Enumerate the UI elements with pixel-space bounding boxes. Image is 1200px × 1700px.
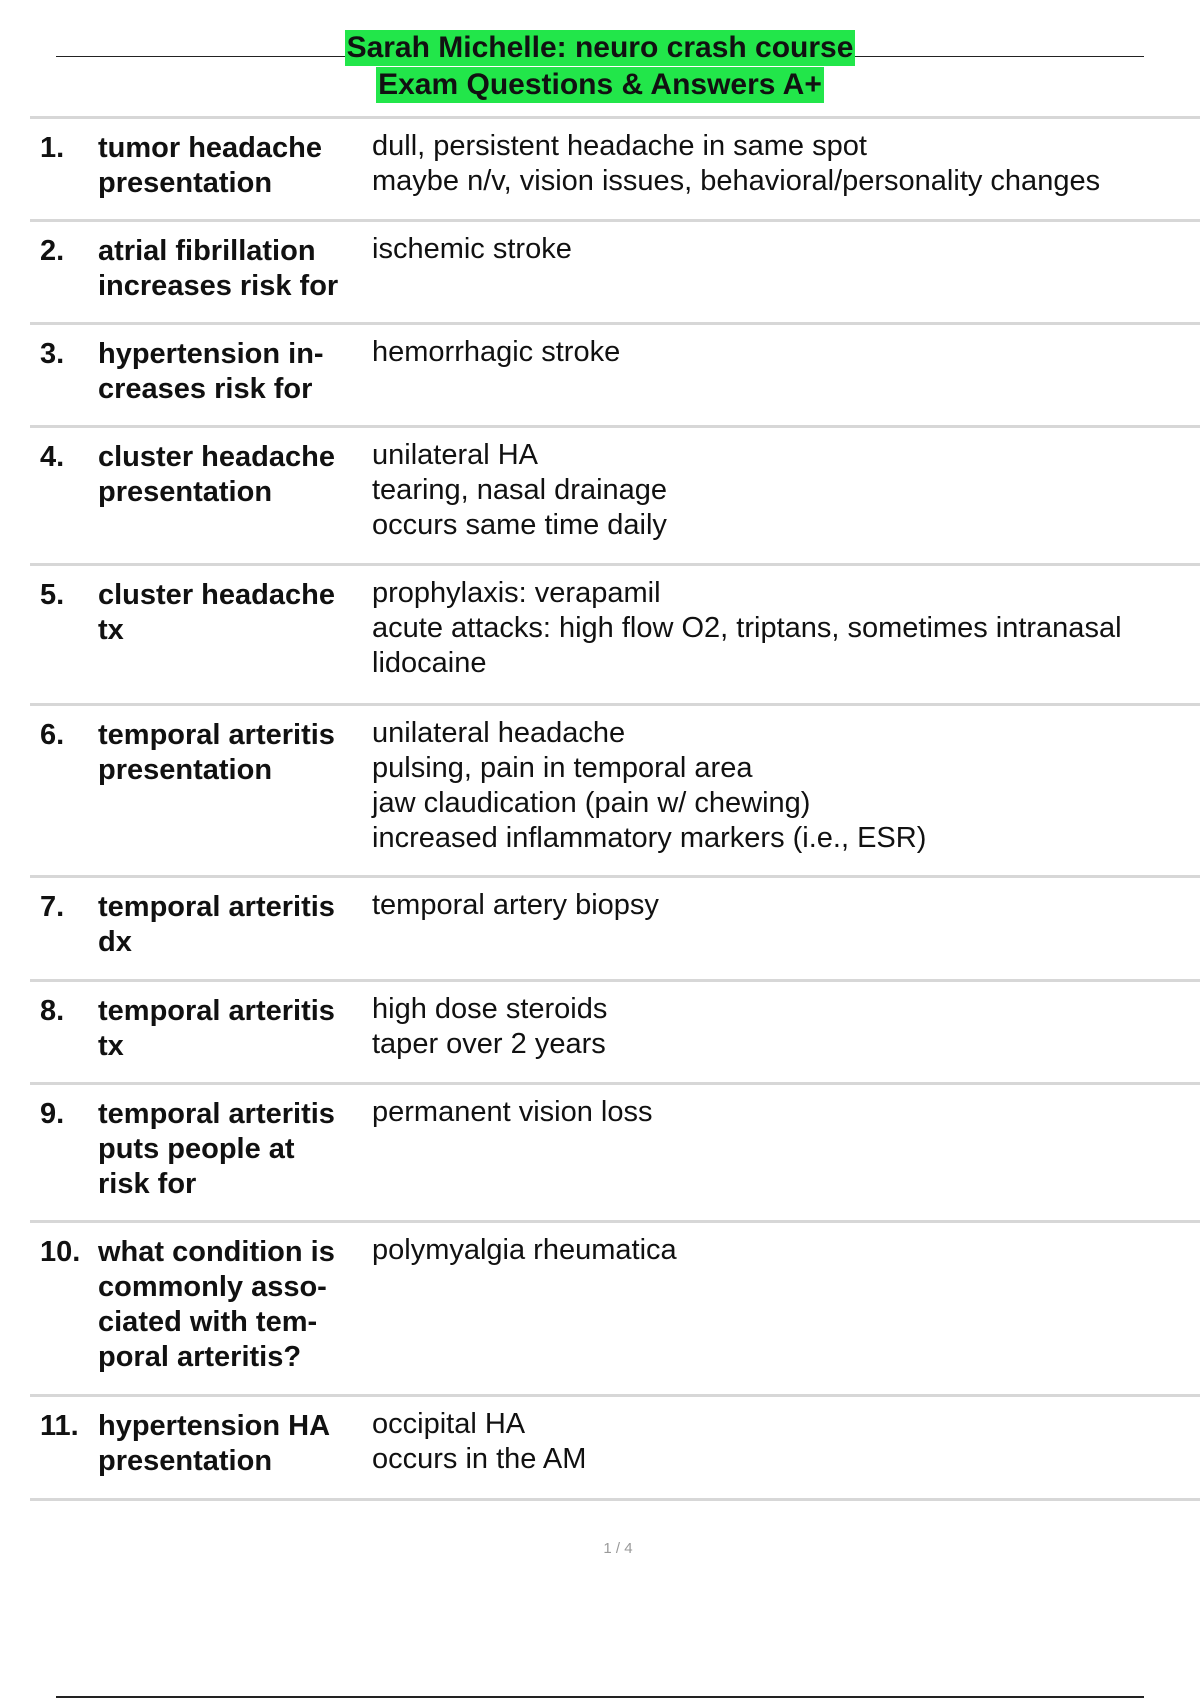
title-line-1: Sarah Michelle: neuro crash course [346, 31, 854, 64]
qa-row [30, 563, 1200, 703]
qa-row [30, 979, 1200, 1082]
qa-number: 2. [40, 235, 65, 267]
qa-row [30, 322, 1200, 425]
qa-question: temporal arteritis puts people at risk for [98, 1098, 335, 1200]
qa-question: hypertension HA presentation [98, 1410, 331, 1477]
qa-answer: temporal artery biopsy [372, 889, 659, 921]
qa-answer: occipital HA occurs in the AM [372, 1408, 587, 1475]
qa-question: temporal arteritis presentation [98, 719, 335, 786]
title-block [0, 30, 1200, 104]
title-line-2: Exam Questions & Answers A+ [378, 68, 822, 101]
qa-question: tumor headache presentation [98, 132, 322, 199]
qa-number: 5. [40, 579, 65, 611]
qa-number: 9. [40, 1098, 65, 1130]
qa-answer: high dose steroids taper over 2 years [372, 993, 608, 1060]
qa-answer: permanent vision loss [372, 1096, 653, 1128]
qa-row [30, 219, 1200, 322]
qa-question: temporal arteritis dx [98, 891, 335, 958]
qa-row [30, 425, 1200, 563]
qa-row [30, 116, 1200, 219]
qa-answer: hemorrhagic stroke [372, 336, 621, 368]
qa-question: cluster headache presentation [98, 441, 335, 508]
qa-row [30, 1394, 1200, 1501]
qa-answer: prophylaxis: verapamil acute attacks: high flow O2, triptans, sometimes intranasal lidocaine [372, 577, 1122, 679]
qa-row [30, 1220, 1200, 1394]
qa-number: 8. [40, 995, 65, 1027]
qa-question: hypertension in- creases risk for [98, 338, 324, 405]
qa-answer: polymyalgia rheumatica [372, 1234, 677, 1266]
qa-list [30, 116, 1200, 1501]
qa-row [30, 875, 1200, 979]
qa-question: atrial fibrillation increases risk for [98, 235, 339, 302]
qa-number: 7. [40, 891, 65, 923]
qa-row [30, 1082, 1200, 1220]
qa-question: what condition is commonly asso- ciated with tem- poral arteritis? [98, 1236, 335, 1373]
qa-answer: ischemic stroke [372, 233, 572, 265]
qa-question: cluster headache tx [98, 579, 335, 646]
qa-number: 11. [40, 1410, 79, 1442]
document-header [0, 30, 1200, 110]
qa-answer: dull, persistent headache in same spot maybe n/v, vision issues, behavioral/personality changes [372, 130, 1101, 197]
qa-question: temporal arteritis tx [98, 995, 335, 1062]
qa-number: 1. [40, 132, 65, 164]
footer-rule [56, 1696, 1144, 1698]
page-number: 1 / 4 [603, 1540, 633, 1557]
qa-answer: unilateral HA tearing, nasal drainage occurs same time daily [372, 439, 668, 541]
qa-answer: unilateral headache pulsing, pain in temporal area jaw claudication (pain w/ chewing) increased inflammatory markers (i.e., ESR) [372, 717, 927, 854]
qa-number: 10. [40, 1236, 81, 1268]
qa-row [30, 703, 1200, 875]
qa-number: 3. [40, 338, 65, 370]
qa-number: 4. [40, 441, 65, 473]
qa-number: 6. [40, 719, 65, 751]
